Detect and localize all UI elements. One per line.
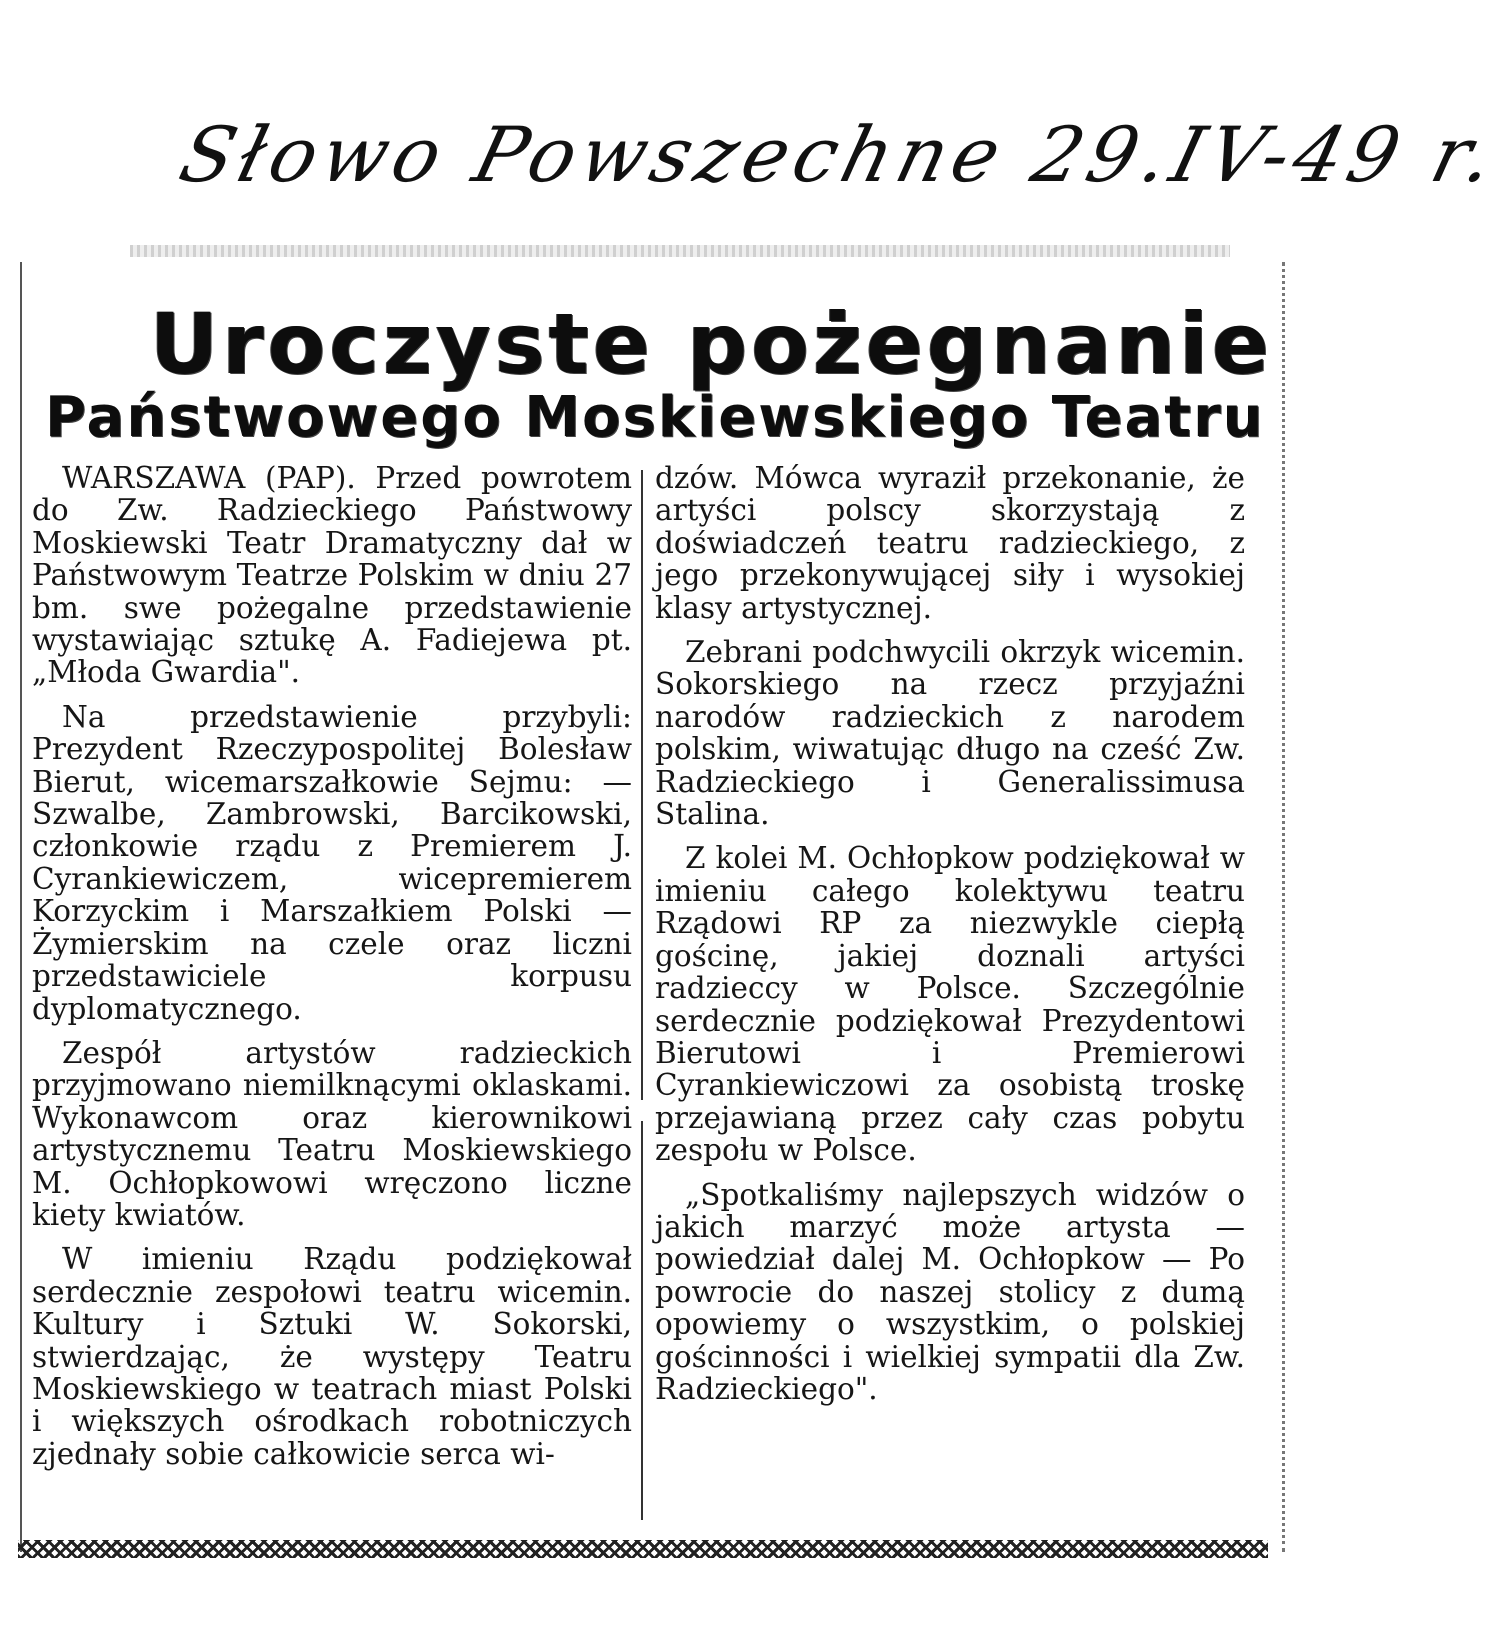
article-paragraph: dzów. Mówca wyraził przekonanie, że artyści polscy skorzystają z doświadczeń teatru radzieckiego, z jego przekonywującej siły i wysokiej klasy artystycznej. — [655, 461, 1245, 625]
article-paragraph: W imieniu Rządu podziękował serdecznie zespołowi teatru wicemin. Kultury i Sztuki W. Sokorski, stwierdzając, że występy Teatru Moskiewskiego w teatrach miast Polski i większych ośrodkach robotniczych zjednały sobie całkowicie serca wi- — [32, 1242, 632, 1471]
article-paragraph: Zespół artystów radzieckich przyjmowano niemilknącymi oklaskami. Wykonawcom oraz kierownikowi artystycznemu Teatru Moskiewskiego M. Ochłopkowowi wręczono liczne kiety kwiatów. — [32, 1035, 632, 1232]
article-paragraph: WARSZAWA (PAP). Przed powrotem do Zw. Radzieckiego Państwowy Moskiewski Teatr Dramatyczny dał w Państwowym Teatrze Polskim w dniu 27 bm. swe pożegalne przedstawienie wystawiając sztukę A. Fadiejewa pt. „Młoda Gwardia". — [32, 461, 632, 690]
article-paragraph: Na przedstawienie przybyli: Prezydent Rzeczypospolitej Bolesław Bierut, wicemarszałkowie Sejmu: — Szwalbe, Zambrowski, Barcikowski, członkowie rządu z Premierem J. Cyrankiewiczem, wicepremierem Korzyckim i Marszałkiem Polski — Żymierskim na czele oraz liczni przedstawiciele korpusu dyplomatycznego. — [32, 699, 632, 1026]
article-headline: Uroczyste pożegnanie — [150, 295, 1274, 393]
torn-bottom-edge — [18, 1540, 1268, 1558]
article-paragraph: Zebrani podchwycili okrzyk wicemin. Sokorskiego na rzecz przyjaźni narodów radzieckich z narodem polskim, wiwatując długo na cześć Zw. Radzieckiego i Generalissimusa Stalina. — [655, 635, 1245, 832]
article-paragraph: Z kolei M. Ochłopkow podziękował w imieniu całego kolektywu teatru Rządowi RP za niezwykle ciepłą gościnę, jakiej doznali artyści radzieccy w Polsce. Szczególnie serdecznie podziękował Prezydentowi Bierutowi i Premierowi Cyrankiewiczowi za osobistą troskę przejawianą przez cały czas pobytu zespołu w Polsce. — [655, 841, 1245, 1168]
column-divider — [641, 470, 643, 1520]
article-paragraph: „Spotkaliśmy najlepszych widzów o jakich marzyć może artysta — powiedział dalej M. Ochłopkow — Po powrocie do naszej stolicy z dumą opowiemy o wszystkim, o polskiej gościnności i wielkiej sympatii dla Zw. Radzieckiego". — [655, 1177, 1245, 1406]
article-column-left — [32, 462, 632, 1482]
article-subheadline: Państwowego Moskiewskiego Teatru — [45, 385, 1265, 450]
article-column-right — [655, 462, 1245, 1417]
handwritten-source-note: Słowo Powszechne 29.IV-49 r. — [171, 110, 1509, 199]
header-edge-shadow — [130, 245, 1230, 257]
